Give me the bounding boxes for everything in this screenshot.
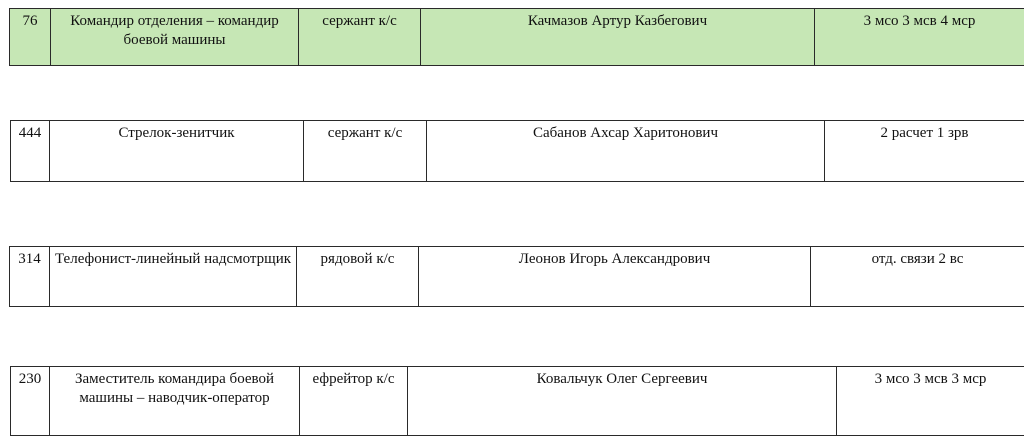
name-cell: Качмазов Артур Казбегович (421, 9, 815, 66)
table-row (10, 120, 1024, 182)
row-number: 314 (10, 247, 50, 307)
position-cell: Стрелок-зенитчик (50, 121, 304, 182)
unit-cell: 3 мсо 3 мсв 3 мср (837, 367, 1024, 436)
position-cell: Телефонист-линейный надсмотрщик (50, 247, 297, 307)
rank-cell: сержант к/с (299, 9, 421, 66)
name-cell: Ковальчук Олег Сергеевич (408, 367, 837, 436)
rank-cell: сержант к/с (304, 121, 427, 182)
table-row (9, 8, 1024, 66)
row-number: 76 (10, 9, 51, 66)
name-cell: Сабанов Ахсар Харитонович (427, 121, 825, 182)
position-cell: Заместитель командира боевой машины – наводчик-оператор (50, 367, 300, 436)
row-number: 230 (11, 367, 50, 436)
rank-cell: ефрейтор к/с (300, 367, 408, 436)
rank-cell: рядовой к/с (297, 247, 419, 307)
table-row (10, 366, 1024, 436)
unit-cell: 2 расчет 1 зрв (825, 121, 1024, 182)
table-row (9, 246, 1024, 307)
unit-cell: отд. связи 2 вс (811, 247, 1024, 307)
position-cell: Командир отделения – командир боевой машины (51, 9, 299, 66)
name-cell: Леонов Игорь Александрович (419, 247, 811, 307)
unit-cell: 3 мсо 3 мсв 4 мср (815, 9, 1024, 66)
row-number: 444 (11, 121, 50, 182)
